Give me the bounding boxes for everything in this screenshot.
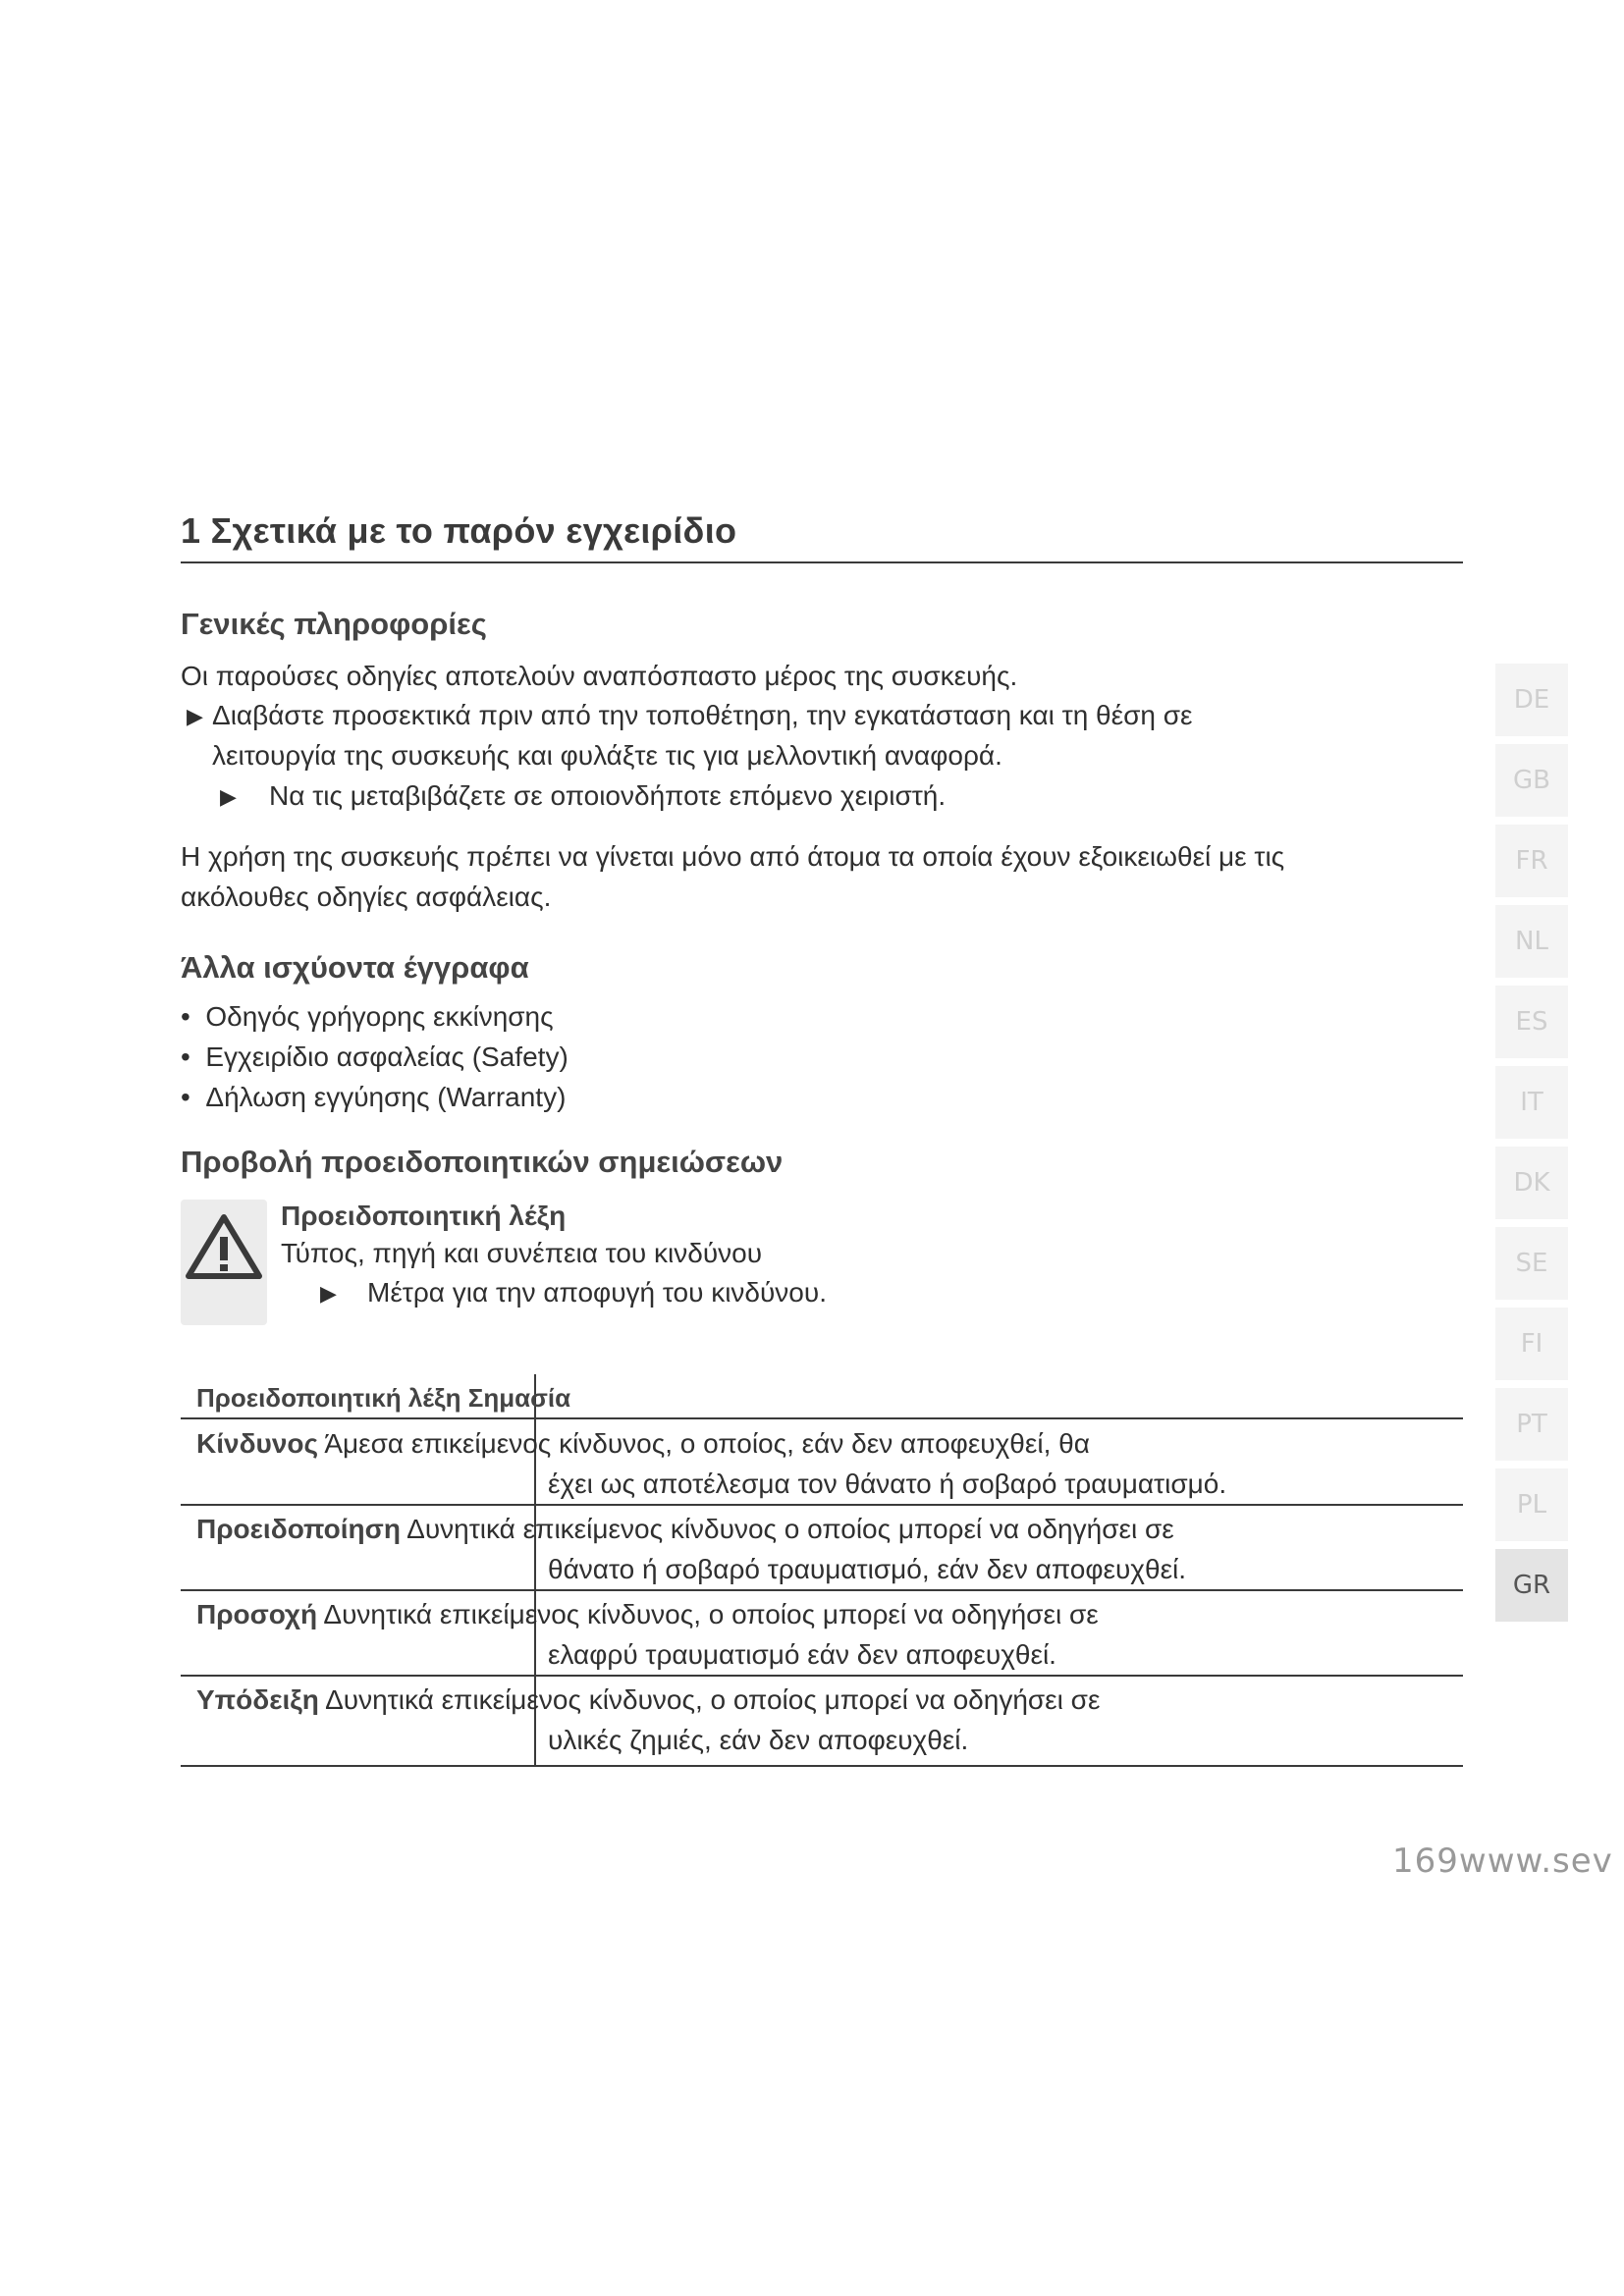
step2: Να τις μεταβιβάζετε σε οποιονδήποτε επόμενο χειριστή.	[269, 780, 947, 811]
list-item	[181, 1077, 566, 1117]
usage-line2: ακόλουθες οδηγίες ασφάλειας.	[181, 881, 552, 912]
row-desc-line2: έχει ως αποτέλεσμα τον θάνατο ή σοβαρό τραυματισμό.	[548, 1468, 1227, 1499]
chapter-rule	[181, 561, 1463, 563]
list-item-text: Οδηγός γρήγορης εκκίνησης	[205, 1001, 554, 1032]
row-term: Υπόδειξη	[196, 1684, 319, 1715]
general-heading: Γενικές πληροφορίες	[181, 607, 487, 641]
table-rule	[181, 1765, 1463, 1767]
usage-line1: Η χρήση της συσκευής πρέπει να γίνεται μόνο από άτομα τα οποία έχουν εξοικειωθεί με τις	[181, 841, 1285, 872]
row-term: Προσοχή	[196, 1599, 318, 1629]
language-tabs	[1495, 664, 1568, 1629]
list-item-text: Δήλωση εγγύησης (Warranty)	[205, 1082, 567, 1112]
row-term: Προειδοποίηση	[196, 1514, 401, 1544]
row-desc-line1: Δυνητικά επικείμενος κίνδυνος ο οποίος μπορεί να οδηγήσει σε	[406, 1514, 1174, 1544]
bullet: •	[181, 1041, 190, 1072]
table-rule	[181, 1504, 1463, 1506]
other-docs-heading: Άλλα ισχύοντα έγγραφα	[181, 950, 529, 985]
language-tab-dk[interactable]: DK	[1495, 1147, 1568, 1219]
step1-line1: Διαβάστε προσεκτικά πριν από την τοποθέτηση, την εγκατάσταση και τη θέση σε	[212, 700, 1193, 730]
step-arrow-icon: ▶	[220, 784, 237, 809]
language-tab-se[interactable]: SE	[1495, 1227, 1568, 1300]
table-header	[196, 1378, 570, 1418]
language-tab-pl[interactable]: PL	[1495, 1468, 1568, 1541]
row-term: Κίνδυνος	[196, 1428, 319, 1459]
row-desc-line2: ελαφρύ τραυματισμό εάν δεν αποφευχθεί.	[548, 1639, 1056, 1670]
language-tab-de[interactable]: DE	[1495, 664, 1568, 736]
language-tab-es[interactable]: ES	[1495, 986, 1568, 1058]
table-row	[196, 1680, 1100, 1720]
table-row	[196, 1423, 1090, 1464]
warning-triangle-icon	[181, 1200, 267, 1325]
step-arrow-icon: ▶	[187, 704, 203, 728]
bullet: •	[181, 1001, 190, 1032]
language-tab-gb[interactable]: GB	[1495, 744, 1568, 817]
warnings-heading: Προβολή προειδοποιητικών σημειώσεων	[181, 1145, 784, 1179]
step1-line2: λειτουργία της συσκευής και φυλάξτε τις για μελλοντική αναφορά.	[212, 740, 1002, 771]
language-tab-gr[interactable]: GR	[1495, 1549, 1568, 1622]
measure-line: Μέτρα για την αποφυγή του κινδύνου.	[367, 1277, 827, 1308]
table-rule	[181, 1589, 1463, 1591]
danger-type-line: Τύπος, πηγή και συνέπεια του κινδύνου	[281, 1238, 763, 1268]
list-item-text: Εγχειρίδιο ασφαλείας (Safety)	[205, 1041, 568, 1072]
table-row	[196, 1509, 1174, 1549]
header-col2: Σημασία	[467, 1383, 571, 1413]
signal-word: Προειδοποιητική λέξη	[281, 1201, 567, 1231]
row-desc-line1: Δυνητικά επικείμενος κίνδυνος, ο οποίος μπορεί να οδηγήσει σε	[325, 1684, 1101, 1715]
language-tab-pt[interactable]: PT	[1495, 1388, 1568, 1461]
row-desc-line2: θάνατο ή σοβαρό τραυματισμό, εάν δεν αποφευχθεί.	[548, 1554, 1187, 1584]
list-item	[181, 996, 554, 1037]
header-col1: Προειδοποιητική λέξη	[196, 1383, 461, 1413]
table-rule	[181, 1417, 1463, 1419]
row-desc-line1: Δυνητικά επικείμενος κίνδυνος, ο οποίος μπορεί να οδηγήσει σε	[323, 1599, 1099, 1629]
row-desc-line2: υλικές ζημιές, εάν δεν αποφευχθεί.	[548, 1725, 969, 1755]
page-number: 169www.sev	[1392, 1842, 1613, 1881]
general-intro: Οι παρούσες οδηγίες αποτελούν αναπόσπαστο μέρος της συσκευής.	[181, 661, 1018, 691]
step-arrow-icon: ▶	[320, 1281, 337, 1306]
bullet: •	[181, 1082, 190, 1112]
language-tab-fr[interactable]: FR	[1495, 825, 1568, 897]
table-row	[196, 1594, 1099, 1634]
list-item	[181, 1037, 568, 1077]
row-desc-line1: Άμεσα επικείμενος κίνδυνος, ο οποίος, εάν δεν αποφευχθεί, θα	[324, 1428, 1090, 1459]
language-tab-fi[interactable]: FI	[1495, 1308, 1568, 1380]
language-tab-it[interactable]: IT	[1495, 1066, 1568, 1139]
table-rule	[181, 1675, 1463, 1677]
language-tab-nl[interactable]: NL	[1495, 905, 1568, 978]
chapter-title: 1 Σχετικά με το παρόν εγχειρίδιο	[181, 510, 737, 551]
